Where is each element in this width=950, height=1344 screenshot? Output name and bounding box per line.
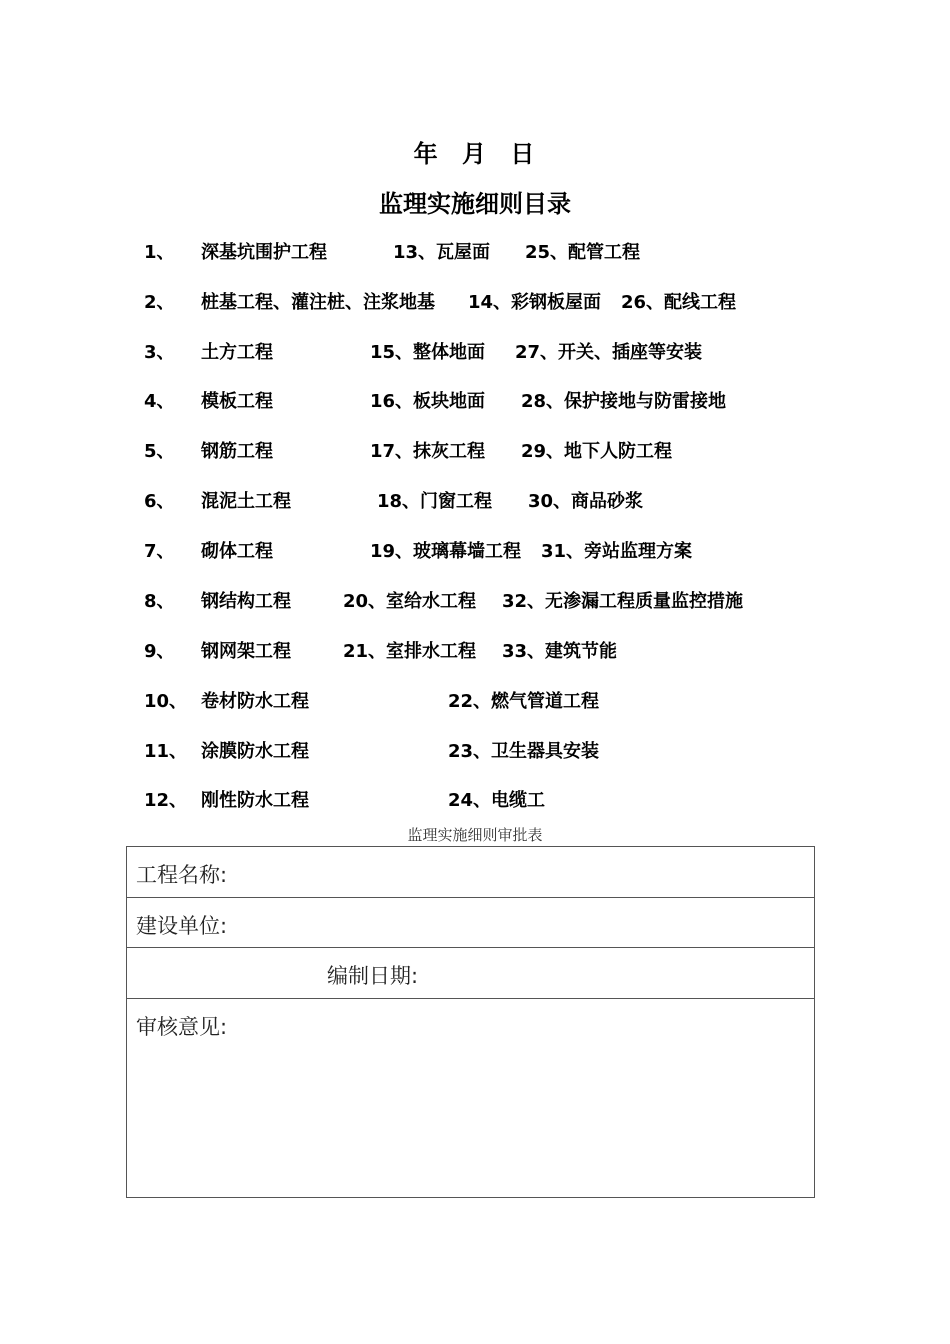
toc-item: 涂膜防水工程 [201, 741, 309, 762]
toc-number: 10、 [144, 691, 188, 712]
builder-row[interactable] [127, 898, 814, 948]
toc-item: 16、板块地面 [370, 391, 486, 412]
date-line: 年 月 日 [413, 140, 537, 168]
toc-item: 钢筋工程 [201, 441, 273, 462]
toc-number: 1、 [144, 242, 175, 263]
toc-item: 15、整体地面 [370, 342, 486, 363]
toc-item: 25、配管工程 [525, 242, 641, 263]
toc-item: 卷材防水工程 [201, 691, 309, 712]
toc-item: 14、彩钢板屋面 [468, 292, 602, 313]
compile-date-row[interactable] [127, 948, 814, 999]
toc-number: 12、 [144, 790, 188, 811]
toc-row [0, 238, 950, 268]
toc-item: 32、无渗漏工程质量监控措施 [502, 591, 744, 612]
review-opinion-row[interactable] [127, 999, 814, 1197]
toc-item: 砌体工程 [201, 541, 273, 562]
toc-row [0, 687, 950, 717]
toc-item: 钢网架工程 [201, 641, 291, 662]
project-name-label: 工程名称: [136, 863, 228, 887]
toc-item: 13、瓦屋面 [393, 242, 491, 263]
toc-number: 2、 [144, 292, 175, 313]
toc-item: 深基坑围护工程 [201, 242, 327, 263]
toc-item: 19、玻璃幕墙工程 [370, 541, 522, 562]
toc-item: 21、室排水工程 [343, 641, 477, 662]
toc-item: 模板工程 [201, 391, 273, 412]
builder-label: 建设单位: [136, 914, 228, 938]
approval-table [126, 846, 815, 1198]
toc-item: 20、室给水工程 [343, 591, 477, 612]
toc-item: 18、门窗工程 [377, 491, 493, 512]
toc-item: 30、商品砂浆 [528, 491, 644, 512]
toc-row [0, 437, 950, 467]
toc-item: 29、地下人防工程 [521, 441, 673, 462]
toc-row [0, 637, 950, 667]
compile-date-label: 编制日期: [327, 964, 419, 988]
toc-row [0, 786, 950, 816]
toc-item: 桩基工程、灌注桩、注浆地基 [201, 292, 435, 313]
toc-item: 17、抹灰工程 [370, 441, 486, 462]
toc-number: 9、 [144, 641, 175, 662]
toc-item: 刚性防水工程 [201, 790, 309, 811]
toc-item: 23、卫生器具安装 [448, 741, 600, 762]
project-name-row[interactable] [127, 847, 814, 898]
toc-row [0, 487, 950, 517]
toc-number: 6、 [144, 491, 175, 512]
page-title: 监理实施细则目录 [379, 190, 571, 218]
toc-number: 11、 [144, 741, 188, 762]
toc-number: 3、 [144, 342, 175, 363]
table-caption: 监理实施细则审批表 [407, 826, 543, 844]
toc-item: 土方工程 [201, 342, 273, 363]
toc-item: 28、保护接地与防雷接地 [521, 391, 727, 412]
toc-item: 钢结构工程 [201, 591, 291, 612]
toc-item: 31、旁站监理方案 [541, 541, 693, 562]
toc-row [0, 737, 950, 767]
toc-number: 7、 [144, 541, 175, 562]
review-opinion-label: 审核意见: [136, 1015, 228, 1039]
toc-row [0, 587, 950, 617]
toc-item: 33、建筑节能 [502, 641, 618, 662]
toc-row [0, 288, 950, 318]
toc-number: 5、 [144, 441, 175, 462]
toc-row [0, 387, 950, 417]
toc-row [0, 338, 950, 368]
toc-row [0, 537, 950, 567]
toc-item: 27、开关、插座等安装 [515, 342, 703, 363]
toc-number: 8、 [144, 591, 175, 612]
toc-item: 26、配线工程 [621, 292, 737, 313]
toc-item: 24、电缆工 [448, 790, 546, 811]
toc-item: 混泥土工程 [201, 491, 291, 512]
toc-item: 22、燃气管道工程 [448, 691, 600, 712]
toc-number: 4、 [144, 391, 175, 412]
